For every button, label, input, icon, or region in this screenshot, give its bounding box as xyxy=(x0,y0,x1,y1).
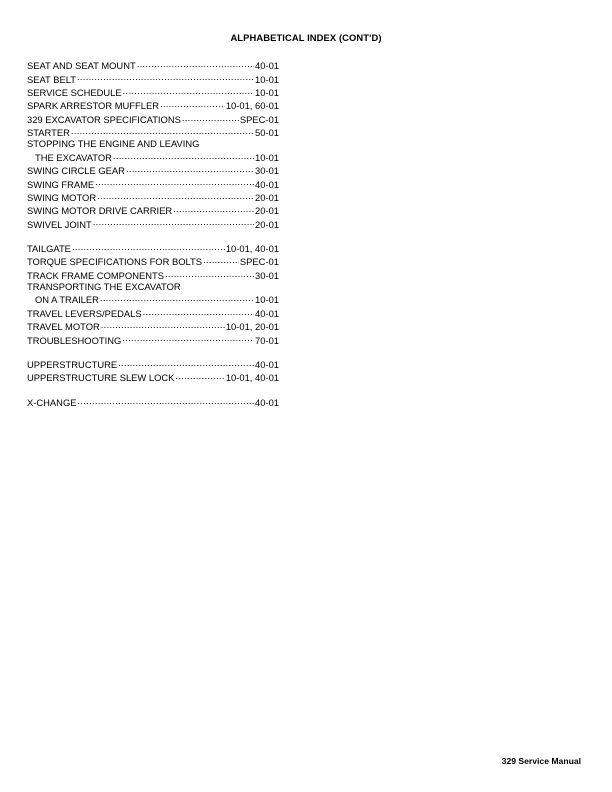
dot-leader xyxy=(203,254,239,265)
dot-leader xyxy=(175,370,224,381)
dot-leader xyxy=(137,58,254,69)
dot-leader xyxy=(182,112,239,123)
index-entry-topic: TROUBLESHOOTING xyxy=(27,334,122,346)
index-entry-pages: 10-01, 40-01 xyxy=(225,372,279,384)
index-entry-topic: TORQUE SPECIFICATIONS FOR BOLTS xyxy=(27,256,203,268)
index-group-s xyxy=(27,58,279,230)
index-entry-topic: STARTER xyxy=(27,127,70,139)
index-entry-pages: 50-01 xyxy=(255,127,279,139)
index-entry-topic: SEAT BELT xyxy=(27,73,76,85)
index-entry-pages: 30-01 xyxy=(255,269,279,281)
index-entry-topic: TAILGATE xyxy=(27,243,71,255)
dot-leader xyxy=(97,190,254,201)
index-entry xyxy=(27,292,279,305)
index-entry xyxy=(27,332,279,345)
index-entry-pages: 70-01 xyxy=(255,334,279,346)
index-entry xyxy=(27,71,279,84)
index-entry-pages: SPEC-01 xyxy=(239,256,279,268)
index-entry-topic: 329 EXCAVATOR SPECIFICATIONS xyxy=(27,113,181,125)
index-entry xyxy=(27,217,279,230)
dot-leader xyxy=(77,395,254,406)
index-entry-topic: SWING MOTOR xyxy=(27,191,97,203)
index-entry-topic: SWING MOTOR DRIVE CARRIER xyxy=(27,205,173,217)
index-entry xyxy=(27,306,279,319)
index-entry-topic: SEAT AND SEAT MOUNT xyxy=(27,60,136,72)
dot-leader xyxy=(123,85,254,96)
index-entry-topic: SERVICE SCHEDULE xyxy=(27,86,122,98)
index-entry xyxy=(27,125,279,138)
index-group-t xyxy=(27,241,279,346)
index-entry-pages: 20-01 xyxy=(255,191,279,203)
index-entry-topic: TRAVEL MOTOR xyxy=(27,321,100,333)
index-entry xyxy=(27,370,279,383)
dot-leader xyxy=(118,357,254,368)
index-entry xyxy=(27,241,279,254)
index-entry xyxy=(27,395,279,408)
index-group-u xyxy=(27,357,279,384)
index-entry xyxy=(27,150,279,163)
index-entry xyxy=(27,58,279,71)
index-entry-pages: 40-01 xyxy=(255,60,279,72)
index-entry-pages: 40-01 xyxy=(255,359,279,371)
index-entry-topic: ON A TRAILER xyxy=(35,294,99,306)
dot-leader xyxy=(100,292,254,303)
index-entry xyxy=(27,163,279,176)
index-entry-topic: TRAVEL LEVERS/PEDALS xyxy=(27,307,142,319)
index-entry-pages: 10-01, 60-01 xyxy=(225,100,279,112)
index-entry-pages: 10-01, 40-01 xyxy=(225,243,279,255)
index-entry xyxy=(27,85,279,98)
dot-leader xyxy=(173,203,254,214)
dot-leader xyxy=(113,150,254,161)
index-entry-pages: 10-01 xyxy=(255,294,279,306)
dot-leader xyxy=(160,98,225,109)
index-entry-topic: SPARK ARRESTOR MUFFLER xyxy=(27,100,159,112)
dot-leader xyxy=(143,306,254,317)
index-entry-pages: 20-01 xyxy=(255,205,279,217)
index-entry-pages: 40-01 xyxy=(255,178,279,190)
alphabetical-index xyxy=(27,58,279,419)
index-entry-pages: SPEC-01 xyxy=(239,113,279,125)
index-entry-pages: 30-01 xyxy=(255,165,279,177)
index-entry-pages: 10-01, 20-01 xyxy=(225,321,279,333)
index-entry-pages: 20-01 xyxy=(255,218,279,230)
index-entry xyxy=(27,268,279,281)
index-entry-topic: UPPERSTRUCTURE xyxy=(27,359,118,371)
index-entry-topic: X-CHANGE xyxy=(27,396,77,408)
page-footer: 329 Service Manual xyxy=(501,756,581,766)
index-entry-pages: 10-01 xyxy=(255,73,279,85)
index-entry xyxy=(27,112,279,125)
index-entry xyxy=(27,203,279,216)
dot-leader xyxy=(126,163,254,174)
index-entry-topic-line1: STOPPING THE ENGINE AND LEAVING xyxy=(27,138,200,150)
dot-leader xyxy=(77,71,254,82)
dot-leader xyxy=(72,241,225,252)
index-entry xyxy=(27,319,279,332)
dot-leader xyxy=(71,125,254,136)
dot-leader xyxy=(101,319,225,330)
index-entry-topic: UPPERSTRUCTURE SLEW LOCK xyxy=(27,372,175,384)
dot-leader xyxy=(93,217,254,228)
index-entry-pages: 10-01 xyxy=(255,86,279,98)
index-entry xyxy=(27,176,279,189)
page-title: ALPHABETICAL INDEX (CONT'D) xyxy=(230,32,382,43)
index-entry-topic: SWIVEL JOINT xyxy=(27,218,92,230)
index-entry-topic: SWING FRAME xyxy=(27,178,95,190)
dot-leader xyxy=(122,332,254,343)
index-entry-topic: THE EXCAVATOR xyxy=(35,151,112,163)
index-group-x xyxy=(27,395,279,408)
index-entry xyxy=(27,357,279,370)
index-entry-pages: 10-01 xyxy=(255,151,279,163)
dot-leader xyxy=(165,268,254,279)
index-entry-topic-line1: TRANSPORTING THE EXCAVATOR xyxy=(27,281,181,293)
index-entry xyxy=(27,98,279,111)
dot-leader xyxy=(95,176,254,187)
index-entry xyxy=(27,254,279,267)
index-entry-topic: TRACK FRAME COMPONENTS xyxy=(27,269,164,281)
index-entry xyxy=(27,190,279,203)
index-entry-pages: 40-01 xyxy=(255,396,279,408)
index-entry-pages: 40-01 xyxy=(255,307,279,319)
index-entry-topic: SWING CIRCLE GEAR xyxy=(27,165,125,177)
